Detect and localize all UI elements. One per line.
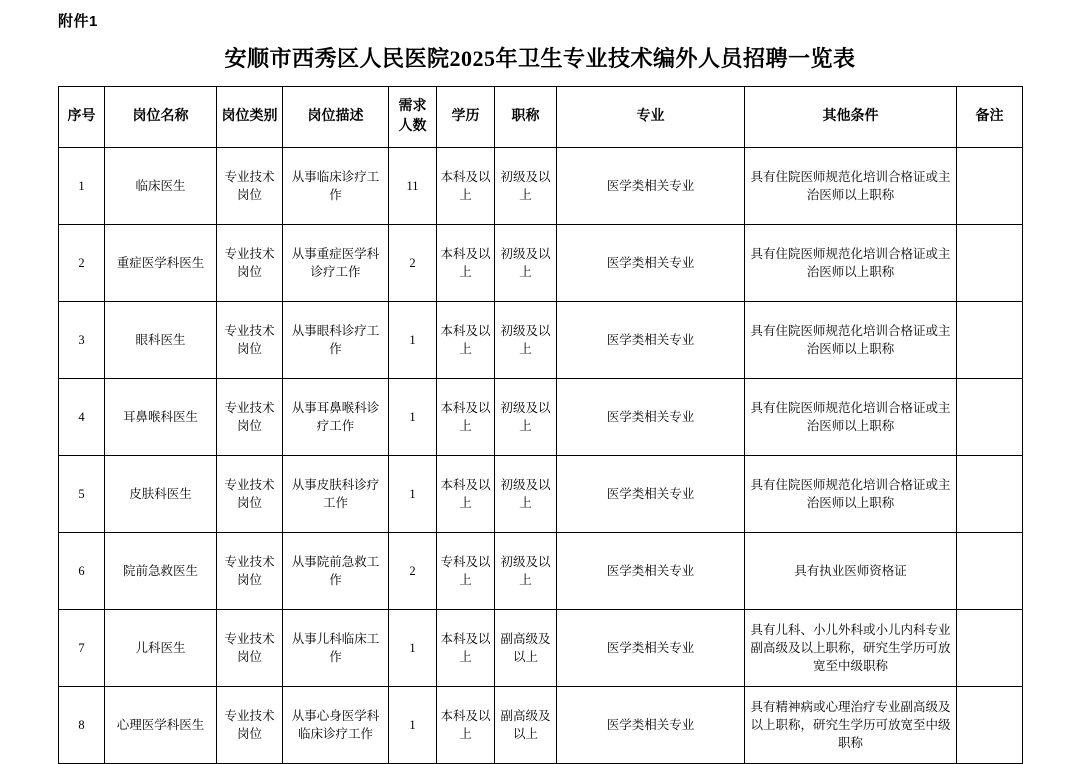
attachment-label: 附件1 [58,13,98,30]
cell-category: 专业技术岗位 [217,610,283,687]
cell-title: 初级及以上 [495,533,557,610]
cell-index: 8 [59,687,105,764]
column-header-major: 专业 [557,87,745,148]
cell-name: 眼科医生 [105,302,217,379]
cell-index: 6 [59,533,105,610]
table-row [59,302,1023,379]
cell-remark [957,225,1023,302]
cell-education: 本科及以上 [437,687,495,764]
table-row [59,379,1023,456]
cell-description: 从事心身医学科临床诊疗工作 [283,687,389,764]
cell-category: 专业技术岗位 [217,456,283,533]
cell-category: 专业技术岗位 [217,533,283,610]
cell-index: 7 [59,610,105,687]
cell-number: 1 [389,610,437,687]
cell-education: 本科及以上 [437,225,495,302]
column-header-index: 序号 [59,87,105,148]
cell-index: 2 [59,225,105,302]
cell-education: 本科及以上 [437,456,495,533]
cell-other: 具有住院医师规范化培训合格证或主治医师以上职称 [745,456,957,533]
cell-education: 本科及以上 [437,379,495,456]
cell-number: 1 [389,302,437,379]
cell-name: 皮肤科医生 [105,456,217,533]
table-row [59,148,1023,225]
cell-major: 医学类相关专业 [557,533,745,610]
cell-major: 医学类相关专业 [557,610,745,687]
cell-title: 初级及以上 [495,379,557,456]
cell-other: 具有住院医师规范化培训合格证或主治医师以上职称 [745,302,957,379]
cell-title: 初级及以上 [495,302,557,379]
cell-major: 医学类相关专业 [557,225,745,302]
cell-number: 2 [389,533,437,610]
cell-title: 初级及以上 [495,456,557,533]
cell-other: 具有儿科、小儿外科或小儿内科专业副高级及以上职称，研究生学历可放宽至中级职称 [745,610,957,687]
cell-category: 专业技术岗位 [217,148,283,225]
column-header-name: 岗位名称 [105,87,217,148]
cell-education: 本科及以上 [437,610,495,687]
cell-category: 专业技术岗位 [217,225,283,302]
cell-name: 儿科医生 [105,610,217,687]
cell-name: 重症医学科医生 [105,225,217,302]
cell-name: 心理医学科医生 [105,687,217,764]
cell-index: 1 [59,148,105,225]
cell-remark [957,456,1023,533]
cell-index: 5 [59,456,105,533]
page-title: 安顺市西秀区人民医院2025年卫生专业技术编外人员招聘一览表 [224,46,856,71]
cell-description: 从事儿科临床工作 [283,610,389,687]
cell-description: 从事临床诊疗工作 [283,148,389,225]
table-row [59,456,1023,533]
column-header-title: 职称 [495,87,557,148]
cell-remark [957,379,1023,456]
table-row [59,533,1023,610]
cell-remark [957,687,1023,764]
cell-major: 医学类相关专业 [557,379,745,456]
cell-other: 具有执业医师资格证 [745,533,957,610]
cell-number: 1 [389,687,437,764]
cell-major: 医学类相关专业 [557,687,745,764]
cell-other: 具有精神病或心理治疗专业副高级及以上职称，研究生学历可放宽至中级职称 [745,687,957,764]
cell-number: 2 [389,225,437,302]
table-row [59,610,1023,687]
cell-name: 院前急救医生 [105,533,217,610]
cell-category: 专业技术岗位 [217,687,283,764]
cell-other: 具有住院医师规范化培训合格证或主治医师以上职称 [745,148,957,225]
cell-description: 从事重症医学科诊疗工作 [283,225,389,302]
cell-number: 1 [389,456,437,533]
cell-title: 初级及以上 [495,148,557,225]
cell-description: 从事院前急救工作 [283,533,389,610]
cell-number: 11 [389,148,437,225]
cell-education: 本科及以上 [437,302,495,379]
cell-description: 从事耳鼻喉科诊疗工作 [283,379,389,456]
column-header-remark: 备注 [957,87,1023,148]
cell-name: 临床医生 [105,148,217,225]
column-header-description: 岗位描述 [283,87,389,148]
cell-education: 专科及以上 [437,533,495,610]
cell-index: 4 [59,379,105,456]
cell-category: 专业技术岗位 [217,302,283,379]
cell-index: 3 [59,302,105,379]
table-row [59,225,1023,302]
column-header-number: 需求人数 [389,87,437,148]
cell-major: 医学类相关专业 [557,302,745,379]
column-header-education: 学历 [437,87,495,148]
column-header-other: 其他条件 [745,87,957,148]
cell-description: 从事眼科诊疗工作 [283,302,389,379]
cell-name: 耳鼻喉科医生 [105,379,217,456]
cell-description: 从事皮肤科诊疗工作 [283,456,389,533]
cell-major: 医学类相关专业 [557,456,745,533]
cell-major: 医学类相关专业 [557,148,745,225]
cell-number: 1 [389,379,437,456]
column-header-category: 岗位类别 [217,87,283,148]
cell-remark [957,148,1023,225]
table-header-row [59,87,1023,148]
cell-remark [957,302,1023,379]
cell-category: 专业技术岗位 [217,379,283,456]
cell-remark [957,610,1023,687]
cell-education: 本科及以上 [437,148,495,225]
cell-title: 副高级及以上 [495,687,557,764]
cell-other: 具有住院医师规范化培训合格证或主治医师以上职称 [745,225,957,302]
cell-title: 副高级及以上 [495,610,557,687]
table-row [59,687,1023,764]
recruitment-table [58,86,1023,764]
recruitment-table-container [58,86,1022,764]
cell-other: 具有住院医师规范化培训合格证或主治医师以上职称 [745,379,957,456]
cell-title: 初级及以上 [495,225,557,302]
cell-remark [957,533,1023,610]
